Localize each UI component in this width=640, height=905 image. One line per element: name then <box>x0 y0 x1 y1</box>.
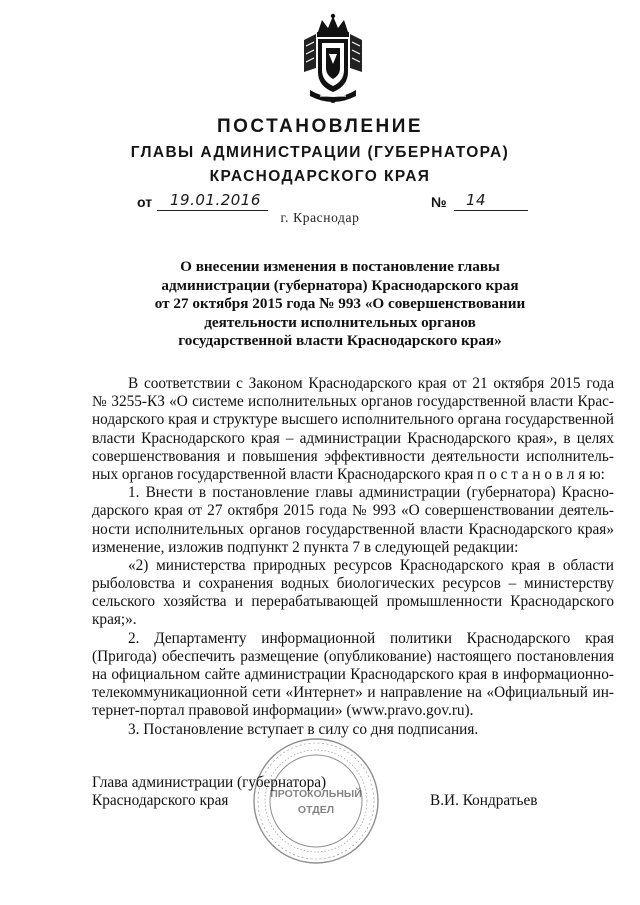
body-line: 1. Внести в постановление главы администрации (губернатора) Красно- <box>128 484 614 502</box>
city-label: г. Краснодар <box>280 210 360 225</box>
subject-line: О внесении изменения в постановление главы <box>180 258 500 275</box>
body-line: на официальном сайте администрации Краснодарского края в информационно- <box>92 666 614 683</box>
body-line: края;». <box>92 611 137 629</box>
stamp-text-line-2: ОТДЕЛ <box>297 804 335 816</box>
body-line: (Пригода) обеспечить размещение (опубликование) настоящего постановления <box>92 647 614 665</box>
signatory-title-line-2: Краснодарского края <box>92 792 229 809</box>
signatory-name: В.И. Кондратьев <box>430 792 538 809</box>
date-value: 19.01.2016 <box>170 191 261 209</box>
coat-of-arms-icon <box>296 12 370 108</box>
body-line: В соответствии с Законом Краснодарского края от 21 октября 2015 года <box>128 375 614 392</box>
body-line: нодарского края и структуре высшего исполнительного органа государственной <box>92 411 614 429</box>
body-line: сельского хозяйства и перерабатывающей промышленности Краснодарского <box>92 593 614 611</box>
date-label: от <box>137 194 153 210</box>
subject-line: государственной власти Краснодарского края» <box>178 332 502 349</box>
number-value: 14 <box>466 191 487 209</box>
body-line: ности исполнительных органов государственной власти Краснодарского края» <box>92 520 614 538</box>
body-line: рыболовства и сохранения водных биологических ресурсов – министерству <box>92 575 614 593</box>
document-type-title: ПОСТАНОВЛЕНИЕ <box>216 116 424 137</box>
subject-heading <box>130 258 550 351</box>
stamp-text-line-1: ПРОТОКОЛЬНЫЙ <box>270 788 362 800</box>
issuer-line-2: КРАСНОДАРСКОГО КРАЯ <box>209 168 431 185</box>
number-label: № <box>431 194 447 210</box>
subject-line: деятельности исполнительных органов <box>204 313 476 331</box>
body-line: «2) министерства природных ресурсов Краснодарского края в области <box>128 556 614 574</box>
signatory-title-line-1: Глава администрации (губернатора) <box>92 774 327 791</box>
body-line: власти Краснодарского края – администрации Краснодарского края», в целях <box>92 429 614 447</box>
body-line: телекоммуникационной сети «Интернет» и направление на «Официальный ин- <box>92 684 614 702</box>
body-line: 2. Департаменту информационной политики Краснодарского края <box>128 629 614 647</box>
official-stamp <box>250 735 382 867</box>
issuer-line-1: ГЛАВЫ АДМИНИСТРАЦИИ (ГУБЕРНАТОРА) <box>130 144 510 161</box>
body-line: ных органов государственной власти Краснодарского края п о с т а н о в л я ю: <box>92 465 605 483</box>
document-body <box>92 375 614 739</box>
body-line: совершенствования и повышения эффективности деятельности исполнитель- <box>92 447 614 465</box>
subject-line: от 27 октября 2015 года № 993 «О совершенствовании <box>154 295 526 312</box>
body-line: дарского края от 27 октября 2015 года № 993 «О совершенствовании деятель- <box>92 502 614 520</box>
body-line: 3. Постановление вступает в силу со дня подписания. <box>128 720 479 738</box>
subject-line: администрации (губернатора) Краснодарского края <box>161 276 519 294</box>
body-line: изменение, изложив подпункт 2 пункта 7 в следующей редакции: <box>92 538 519 556</box>
body-line: тернет-портал правовой информации» (www.pravo.gov.ru). <box>92 702 474 720</box>
body-line: № 3255-КЗ «О системе исполнительных органов государственной власти Крас- <box>92 393 614 411</box>
